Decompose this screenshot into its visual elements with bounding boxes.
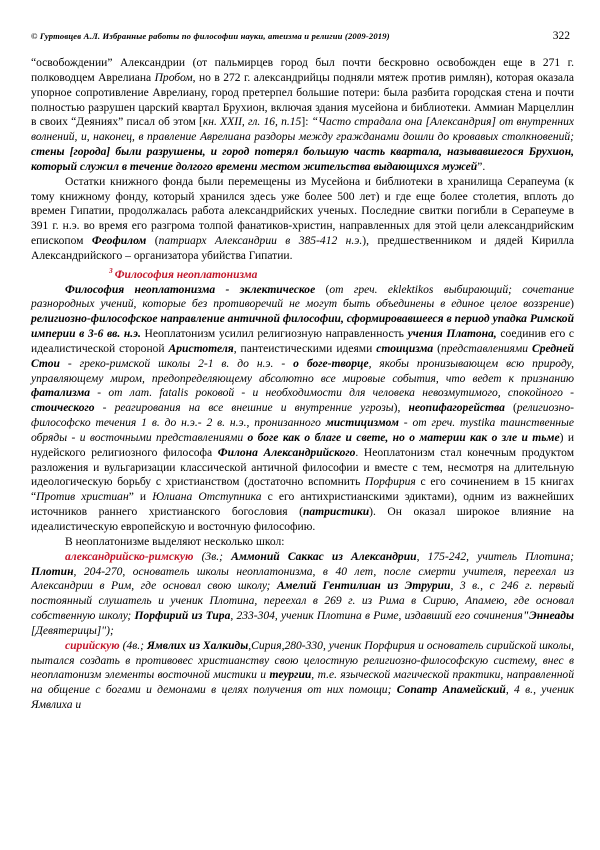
- paragraph-neoplatonism-definition: [31, 283, 574, 535]
- text-run: ]:: [301, 116, 312, 129]
- text-run-italic: патриарх Александрии в 385-412 н.э.: [158, 235, 363, 248]
- text-run-italic: - реагирования на все внешние и внутренние угрозы: [94, 402, 394, 415]
- text-run-italic: Порфирия: [365, 476, 416, 489]
- text-run-italic: - греко-римской школы 2-1 в. до н.э. -: [59, 357, 294, 370]
- text-run: В неоплатонизме выделяют несколько школ:: [65, 535, 285, 548]
- text-run-bold-italic: Феофилом: [91, 235, 147, 248]
- text-run-bold-italic: Средней Стои: [31, 342, 574, 370]
- text-run-italic: , 3 в., с 246 г. первый постоянный слушатель и ученик Плотина, переехал в 269 г. из Рима в Сирию, Апамею, где основал собственную школу;: [31, 580, 575, 623]
- document-body: [31, 56, 574, 713]
- text-run: ) и нудейского религиозного философа: [31, 431, 574, 459]
- text-run-bold-italic: религиозно-философское направление античной философии, сформировавшееся в период упадка Римской империи в 3-6 вв. н.э.: [31, 313, 574, 341]
- school-name-syrian: сирийскую: [65, 639, 120, 652]
- text-run-bold-italic: Амелий Гентилиан из Этрурии: [276, 580, 451, 593]
- text-run-italic: - от лат. fatalis роковой - и необходимости для человека невозмутимого, спокойного -: [90, 387, 574, 400]
- text-run-italic: представлениями: [440, 342, 532, 355]
- text-run-italic: Пробом: [154, 71, 193, 84]
- text-run-bold-italic: теургии: [269, 669, 312, 682]
- text-run-italic: , 175-242, учитель Плотина;: [416, 550, 574, 563]
- text-run-bold-italic: Порфирий из Тира: [134, 610, 231, 623]
- text-run: ): [570, 298, 574, 311]
- text-run: с его сочинением в 15 книгах “: [31, 476, 575, 504]
- text-run-italic: кн. XXII, гл. 16, п.15: [202, 116, 302, 129]
- text-run: Остатки книжного фонда были перемещены из Мусейона и библиотеки в хранилища Серапеума (к тому книжному фонду, который хранился здесь уже более 500 лет) и где еще более столетия, вплоть до времен Гипатии, продолжалась работа александрийских ученых. Последние свитки погибли в Серапеуме в 391 г. н.э. во время его разгрома толпой фанатиков-христин, направленных для этой цели александрийским епископом: [31, 175, 574, 248]
- text-run: . Неоплатонизм стал конечным продуктом разложения и вульгаризации классической античной философии и вместе с тем, несмотря на длительную идеологическую борьбу с христианством (достаточно вспомнить: [31, 446, 575, 489]
- text-run-bold-italic: Философия неоплатонизма - эклектическое: [65, 283, 316, 296]
- text-run: (: [146, 235, 159, 248]
- text-run-bold-italic: стены [города] были разрушены, и город потерял большую часть квартала, называвшегося Брухион, который служил в течение долгого времени местом жительства выдающихся мужей: [31, 146, 574, 173]
- text-run-bold-italic: "Эннеады: [522, 610, 575, 623]
- text-run-italic: , т.е. языческой магической практики, направленной на общение с богами и демонами в целях получения от них помощи;: [31, 669, 574, 697]
- text-run-italic: , якобы пронизывающем всю природу, управляющему миром, предопределяющему абсолютно все мировые события, что ведет к признанию: [31, 357, 574, 385]
- text-run: ),: [393, 402, 409, 415]
- text-run-italic: Юлиана Отступника: [152, 491, 262, 504]
- text-run-italic: от греч. eklektikos выбирающий; сочетание разнородных учений, которые без противоречий не могут быть объединены в единое целое воззрение: [31, 283, 574, 311]
- text-run-bold-italic: Аристотеля: [168, 342, 234, 355]
- text-run: (: [433, 342, 441, 355]
- text-run: ). Он оказал широкое влияние на идеалистическую европейскую и восточную философию.: [31, 506, 574, 533]
- text-run: (: [315, 283, 330, 296]
- text-run-italic: (3в.;: [193, 550, 232, 563]
- text-run: ”.: [477, 160, 486, 173]
- text-run-italic: - от греч. mystika таинственные обряды - и восточными представлениями: [31, 417, 574, 444]
- list-item-school-alexandrian-roman: [31, 550, 574, 639]
- text-run-bold-italic: патристики: [302, 506, 370, 519]
- text-run-bold-italic: неопифагорейства: [408, 402, 505, 415]
- text-run-bold-italic: Плотин: [31, 565, 74, 578]
- school-name-alexandrian-roman: александрийско-римскую: [65, 550, 194, 563]
- text-run: (: [504, 402, 517, 415]
- text-run-bold-italic: Филона Александрийского: [217, 446, 356, 459]
- text-run-italic: , 204-270, основатель школы неоплатонизма, в 40 лет, после смерти учителя, переехал из Александрии в Рим, где основал свою школу;: [31, 565, 574, 593]
- paragraph-serapeum-fate: [31, 175, 574, 264]
- text-run-bold-italic: Аммоний Саккас из Александрии: [231, 550, 417, 563]
- paragraph-alexandria-liberation: [31, 56, 574, 175]
- text-run-bold-italic: Ямвлих из Халкиды: [146, 639, 249, 652]
- text-run-italic: [Девятерицы]");: [31, 624, 114, 637]
- text-run-italic: Против христиан: [36, 491, 129, 504]
- text-run-italic: , 233-304, ученик Плотина в Риме, издавший его сочинения: [230, 610, 523, 623]
- section-heading-text: Философия неоплатонизма: [114, 268, 258, 281]
- text-run-bold-italic: учения Платона,: [407, 328, 497, 341]
- text-run-bold-italic: о боге-творце: [293, 357, 369, 370]
- text-run: ” и: [128, 491, 153, 504]
- page-number: 322: [552, 30, 570, 42]
- text-run: “освобождении” Александрии (от пальмирцев город был почти бескровно освобожден еще в 271 г. полководцем Аврелиана: [31, 57, 574, 84]
- running-header: [31, 30, 574, 42]
- text-run-italic: религиозно-философско течения 1 в. до н.э.- 2 в. н.э., пронизанного: [31, 402, 574, 430]
- text-run: с его антихристианскими эдиктами), одним из важнейших источников раннего христианского богословия (: [31, 491, 574, 519]
- footnote-marker: 3: [109, 265, 113, 275]
- text-run-bold-italic: о боге как о благе и свете, но о материи как о зле и тьме: [247, 431, 560, 444]
- list-item-school-syrian: [31, 639, 574, 713]
- text-run-bold-italic: стоицизма: [376, 342, 434, 355]
- running-header-title: © Гуртовцев А.Л. Избранные работы по философии науки, атеизма и религии (2009-2019): [31, 31, 390, 41]
- text-run-bold-italic: мистицизмом: [325, 417, 399, 430]
- text-run-bold-italic: Сопатр Апамейский: [396, 684, 506, 697]
- text-run-italic: (4в.;: [119, 639, 147, 652]
- text-run: соединив его с идеалистической стороной: [31, 328, 574, 355]
- text-run-italic: , 4 в., ученик Ямвлиха и: [31, 684, 574, 712]
- text-run: ), предшественником и дядей Кирилла Александрийского – организатора убийства Гипатии.: [31, 235, 575, 262]
- text-run-italic: “Часто страдала она [Александрия] от внутренних волнений, и, наконец, в правление Аврелиана раздоры между гражданами дошли до кровавых столкновений;: [31, 116, 574, 144]
- text-run-bold-italic: фатализма: [31, 387, 91, 400]
- text-run: , пантеистическими идеями: [233, 342, 377, 355]
- section-heading-neoplatonism: [31, 264, 574, 283]
- text-run-italic: ,Сирия,280-330, ученик Порфирия и основатель сирийской школы, пытался создать в противовес христианству свою целостную религиозно-философскую систему, внес в неоплатонизм элементы восточной мистики и: [31, 639, 574, 682]
- text-run: , но в 272 г. александрийцы подняли мятеж против римлян), которая оказала упорное сопротивление Аврелиану, город претерпел большие потери: была разбита городская стена и почти полностью разрушен царский квартал Брухион, включая здания мусейона и библиотеки. Аммиан Марцеллин в своих “Деяниях” писал об этом [: [31, 71, 574, 129]
- text-run-bold-italic: стоического: [31, 402, 95, 415]
- text-run: Неоплатонизм усилил религиозную направленность: [140, 328, 408, 341]
- paragraph-schools-intro: [31, 535, 574, 550]
